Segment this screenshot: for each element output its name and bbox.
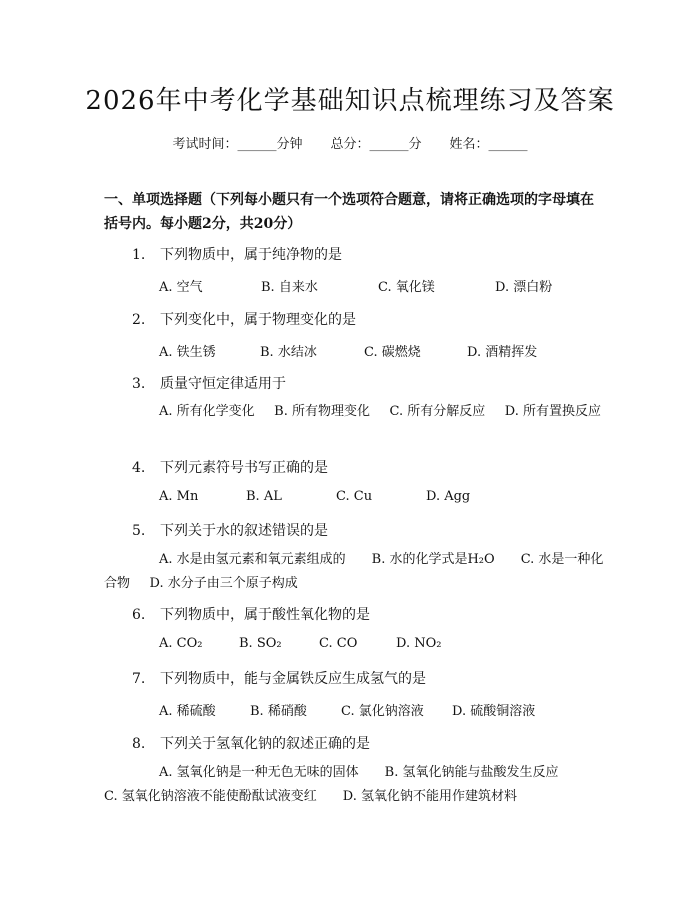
question-text: 下列物质中，能与金属铁反应生成氢气的是 xyxy=(160,671,426,687)
option-a: A. 所有化学变化 xyxy=(159,404,255,419)
option-c: C. 水是一种化合物 xyxy=(104,552,604,591)
document-title: 2026年中考化学基础知识点梳理练习及答案 xyxy=(85,86,615,116)
student-name-field: 姓名：______ xyxy=(449,137,528,152)
option-b: B. 氢氧化钠能与盐酸发生反应 xyxy=(384,765,559,780)
question-1 xyxy=(132,244,342,264)
question-4-options xyxy=(159,489,470,504)
option-a: A. 氢氧化钠是一种无色无味的固体 xyxy=(159,765,359,780)
option-b: B. 自来水 xyxy=(261,280,318,295)
question-number: 5. xyxy=(132,523,146,539)
question-2 xyxy=(132,309,356,329)
option-c: C. CO xyxy=(319,636,358,651)
question-8 xyxy=(132,733,370,753)
question-text: 下列元素符号书写正确的是 xyxy=(160,460,328,476)
question-number: 3. xyxy=(132,376,146,392)
option-b: B. SO₂ xyxy=(239,636,282,651)
option-d: D. NO₂ xyxy=(396,636,442,651)
question-number: 1. xyxy=(132,247,146,263)
question-6 xyxy=(132,604,370,624)
option-a: A. 稀硫酸 xyxy=(159,704,216,719)
question-text: 下列物质中，属于纯净物的是 xyxy=(160,247,342,263)
option-d: D. 水分子由三个原子构成 xyxy=(149,576,298,591)
total-score-field: 总分：______分 xyxy=(330,137,422,152)
question-number: 8. xyxy=(132,736,146,752)
question-text: 下列变化中，属于物理变化的是 xyxy=(160,312,356,328)
question-text: 下列关于水的叙述错误的是 xyxy=(160,523,328,539)
option-d: D. 漂白粉 xyxy=(495,280,553,295)
question-number: 6. xyxy=(132,607,146,623)
question-number: 4. xyxy=(132,460,146,476)
option-d: D. Agg xyxy=(426,489,471,504)
question-4 xyxy=(132,457,328,477)
question-3-options xyxy=(104,400,604,424)
question-number: 7. xyxy=(132,671,146,687)
option-a: A. 水是由氢元素和氧元素组成的 xyxy=(159,552,346,567)
option-c: C. 碳燃烧 xyxy=(364,345,421,360)
question-text: 质量守恒定律适用于 xyxy=(160,376,286,392)
option-b: B. AL xyxy=(246,489,282,504)
option-a: A. CO₂ xyxy=(159,636,203,651)
question-text: 下列关于氢氧化钠的叙述正确的是 xyxy=(160,736,370,752)
question-2-options xyxy=(159,341,537,360)
option-a: A. 空气 xyxy=(159,280,203,295)
option-c: C. Cu xyxy=(336,489,373,504)
option-b: B. 稀硝酸 xyxy=(250,704,307,719)
option-d: D. 硫酸铜溶液 xyxy=(452,704,536,719)
option-b: B. 水结冰 xyxy=(260,345,317,360)
question-7-options xyxy=(159,700,535,719)
question-text: 下列物质中，属于酸性氧化物的是 xyxy=(160,607,370,623)
option-d: D. 氢氧化钠不能用作建筑材料 xyxy=(342,789,517,804)
option-b: B. 水的化学式是H₂O xyxy=(371,552,495,567)
option-c: C. 所有分解反应 xyxy=(389,404,486,419)
question-5 xyxy=(132,520,328,540)
option-c: C. 氢氧化钠溶液不能使酚酞试液变红 xyxy=(104,789,317,804)
exam-info-line xyxy=(0,133,700,152)
question-5-options xyxy=(104,548,604,596)
question-7 xyxy=(132,668,426,688)
option-d: D. 所有置换反应 xyxy=(504,404,601,419)
option-b: B. 所有物理变化 xyxy=(274,404,370,419)
option-a: A. 铁生锈 xyxy=(159,345,216,360)
question-3 xyxy=(132,373,286,393)
option-d: D. 酒精挥发 xyxy=(467,345,538,360)
option-a: A. Mn xyxy=(159,489,199,504)
option-c: C. 氯化钠溶液 xyxy=(341,704,424,719)
section-heading: 一、单项选择题（下列每小题只有一个选项符合题意，请将正确选项的字母填在括号内。每小题2分，共20分） xyxy=(104,192,594,232)
question-number: 2. xyxy=(132,312,146,328)
exam-time-field: 考试时间：______分钟 xyxy=(172,137,303,152)
question-6-options xyxy=(159,636,441,651)
option-c: C. 氧化镁 xyxy=(378,280,435,295)
question-8-options xyxy=(104,761,594,809)
question-1-options xyxy=(159,276,552,295)
